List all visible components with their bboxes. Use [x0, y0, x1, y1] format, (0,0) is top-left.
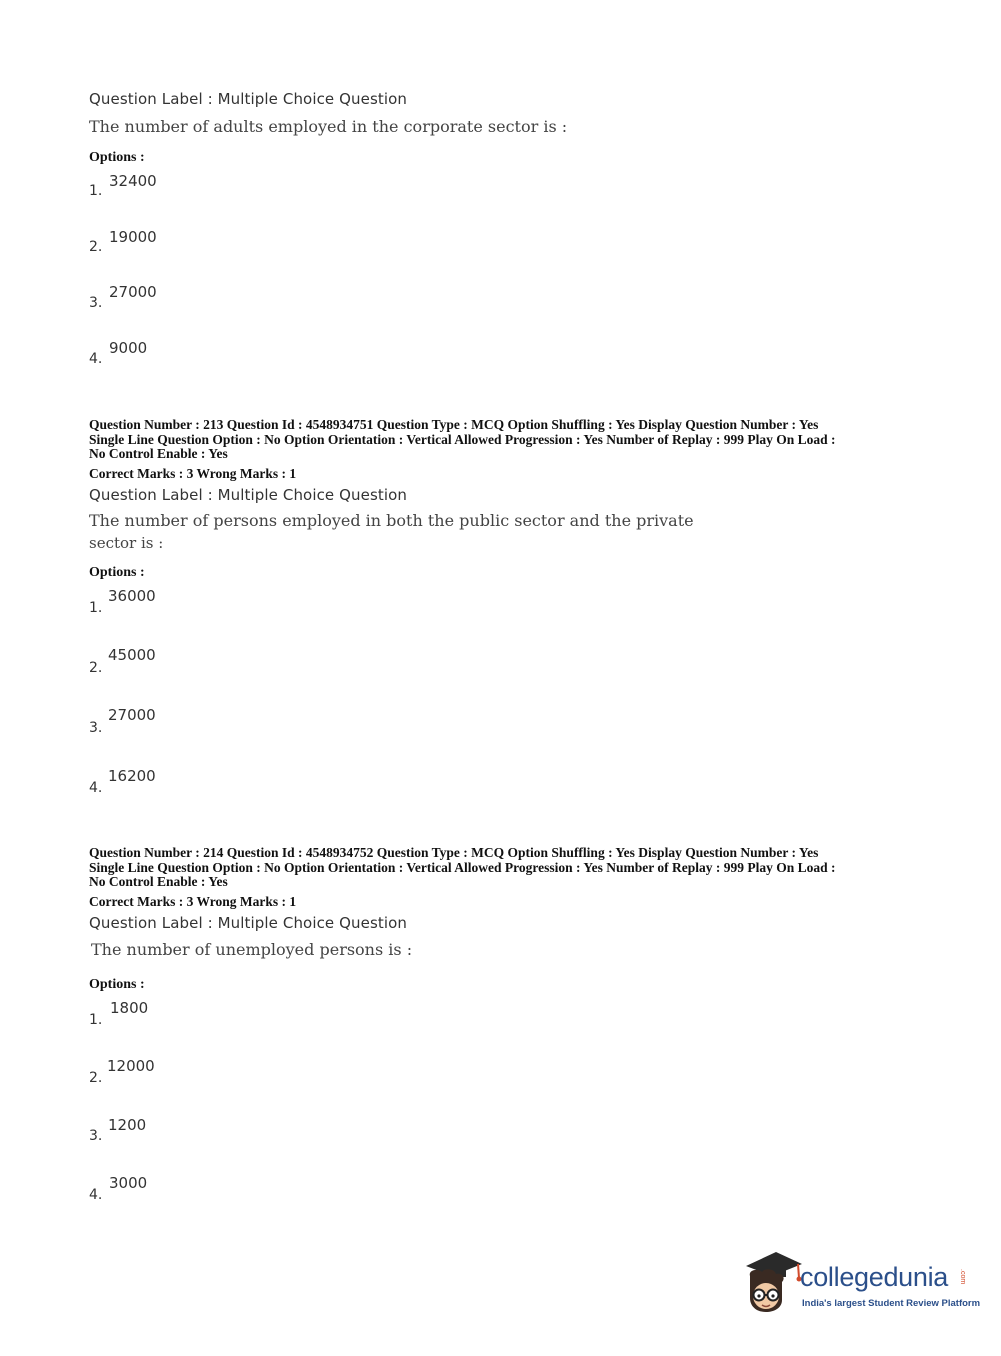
brand-name: collegedunia	[800, 1262, 949, 1292]
option-value: 45000	[108, 646, 156, 664]
option-number: 3.	[89, 1128, 103, 1144]
question-text: The number of persons employed in both the public sector and the private	[89, 511, 694, 530]
question-meta-line: Single Line Question Option : No Option Orientation : Vertical Allowed Progression : Yes Number of Replay : 999 Play On Load :	[89, 432, 836, 447]
question-label: Question Label : Multiple Choice Question	[89, 486, 408, 504]
option-number: 1.	[89, 183, 103, 199]
question-meta-line: Question Number : 214 Question Id : 4548934752 Question Type : MCQ Option Shuffling : Yes Display Question Number : Yes	[89, 845, 819, 860]
option-number: 4.	[89, 351, 103, 367]
options-title: Options :	[89, 565, 145, 580]
question-text: The number of adults employed in the corporate sector is :	[89, 117, 568, 136]
option-value: 9000	[109, 339, 148, 357]
question-meta-line: Single Line Question Option : No Option Orientation : Vertical Allowed Progression : Yes Number of Replay : 999 Play On Load :	[89, 860, 836, 875]
question-marks: Correct Marks : 3 Wrong Marks : 1	[89, 894, 297, 909]
option-number: 3.	[89, 720, 103, 736]
option-number: 3.	[89, 295, 103, 311]
option-number: 4.	[89, 780, 103, 796]
option-number: 2.	[89, 239, 103, 255]
option-value: 27000	[108, 706, 156, 724]
question-text: The number of unemployed persons is :	[91, 940, 413, 959]
question-marks: Correct Marks : 3 Wrong Marks : 1	[89, 466, 297, 481]
option-value: 32400	[109, 172, 157, 190]
option-value: 3000	[109, 1174, 148, 1192]
question-text-continued: sector is :	[89, 534, 164, 552]
mascot-graduation-cap-icon	[742, 1248, 804, 1316]
question-label: Question Label : Multiple Choice Question	[89, 90, 408, 108]
option-value: 36000	[108, 587, 156, 605]
option-number: 2.	[89, 660, 103, 676]
option-number: 1.	[89, 1012, 103, 1028]
option-value: 27000	[109, 283, 157, 301]
collegedunia-logo[interactable]	[742, 1248, 981, 1318]
brand-tagline: India's largest Student Review Platform	[802, 1298, 981, 1309]
options-title: Options :	[89, 977, 145, 992]
question-meta-line: Question Number : 213 Question Id : 4548934751 Question Type : MCQ Option Shuffling : Yes Display Question Number : Yes	[89, 417, 819, 432]
option-value: 16200	[108, 767, 156, 785]
question-meta-line: No Control Enable : Yes	[89, 446, 228, 461]
option-number: 2.	[89, 1070, 103, 1086]
option-value: 1200	[108, 1116, 147, 1134]
options-title: Options :	[89, 150, 145, 165]
brand-dotcom: .com	[959, 1269, 966, 1285]
option-number: 1.	[89, 600, 103, 616]
option-value: 1800	[110, 999, 149, 1017]
option-value: 12000	[107, 1057, 155, 1075]
question-label: Question Label : Multiple Choice Question	[89, 914, 408, 932]
question-meta-line: No Control Enable : Yes	[89, 874, 228, 889]
option-number: 4.	[89, 1187, 103, 1203]
option-value: 19000	[109, 228, 157, 246]
